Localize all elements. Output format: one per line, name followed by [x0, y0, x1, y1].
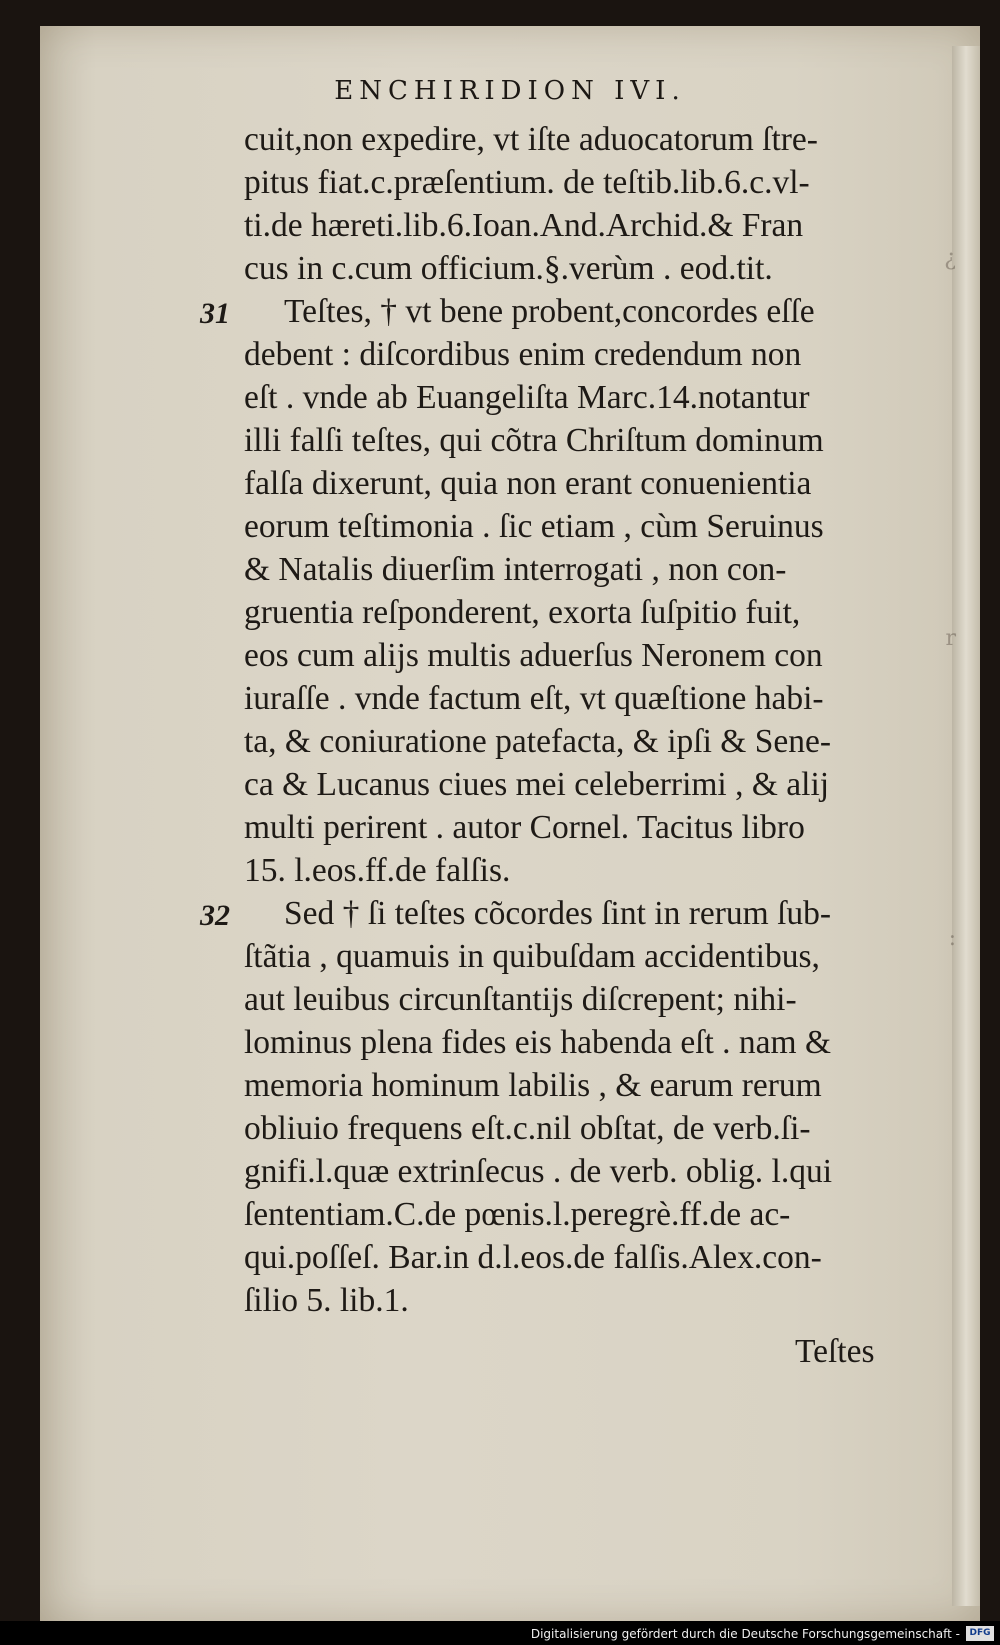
text-line [200, 1279, 960, 1322]
text-line [200, 290, 960, 333]
line-text: eorum teſtimonia . ſic etiam , cùm Seruinus [244, 508, 824, 545]
text-line [200, 1021, 960, 1064]
text-line [200, 505, 960, 548]
text-line [200, 462, 960, 505]
text-line [200, 118, 960, 161]
line-text: debent : diſcordibus enim credendum non [244, 336, 802, 373]
page-text [200, 118, 960, 1373]
footer-bar [0, 1621, 1000, 1645]
text-line [200, 1236, 960, 1279]
line-text: Teſtes, † vt bene probent,concordes eſſe [284, 293, 815, 330]
edge-mark: r [945, 626, 956, 651]
line-text: 15. l.eos.ff.de falſis. [244, 852, 511, 889]
line-text: pitus fiat.c.præſentium. de teſtib.lib.6.c.vl- [244, 164, 810, 201]
line-text: & Natalis diuerſim interrogati , non con- [244, 551, 787, 588]
marginal-number: 31 [200, 297, 230, 330]
text-line [200, 591, 960, 634]
text-line [200, 1150, 960, 1193]
text-line [200, 204, 960, 247]
text-line [200, 376, 960, 419]
catchword: Teſtes [795, 1333, 875, 1370]
text-line [200, 720, 960, 763]
line-text: ſententiam.C.de pœnis.l.peregrè.ff.de ac- [244, 1196, 791, 1233]
text-line [200, 247, 960, 290]
text-line [200, 333, 960, 376]
line-text: aut leuibus circunſtantijs diſcrepent; nihi- [244, 981, 797, 1018]
text-line [200, 1107, 960, 1150]
text-line [200, 806, 960, 849]
text-line [200, 677, 960, 720]
text-line [200, 1193, 960, 1236]
text-line [200, 978, 960, 1021]
text-line [200, 892, 960, 935]
line-text: lominus plena fides eis habenda eſt . nam & [244, 1024, 832, 1061]
text-line [200, 548, 960, 591]
line-text: Sed † ſi teſtes cõcordes ſint in rerum ſub- [284, 895, 832, 932]
funding-notice: Digitalisierung gefördert durch die Deutsche Forschungsgemeinschaft - [530, 1627, 960, 1641]
text-line [200, 634, 960, 677]
line-text: eſt . vnde ab Euangeliſta Marc.14.notantur [244, 379, 810, 416]
text-line [200, 419, 960, 462]
dfg-logo: DFG [966, 1626, 994, 1641]
running-head: ENCHIRIDION IVI. [334, 76, 686, 106]
line-text: ſilio 5. lib.1. [244, 1282, 409, 1319]
line-text: cus in c.cum officium.§.verùm . eod.tit. [244, 250, 773, 287]
line-text: cuit,non expedire, vt iſte aduocatorum ſtre- [244, 121, 818, 158]
marginal-number: 32 [200, 899, 230, 932]
line-text: ſtãtia , quamuis in quibuſdam accidentibus, [244, 938, 820, 975]
line-text: obliuio frequens eſt.c.nil obſtat, de verb.ſi- [244, 1110, 811, 1147]
text-line [200, 763, 960, 806]
edge-mark: ¿ [944, 246, 956, 271]
text-line [200, 849, 960, 892]
line-text: eos cum alijs multis aduerſus Neronem con [244, 637, 823, 674]
text-line [200, 161, 960, 204]
text-line [200, 1064, 960, 1107]
catchword-line [200, 1330, 960, 1373]
line-text: multi perirent . autor Cornel. Tacitus libro [244, 809, 805, 846]
line-text: memoria hominum labilis , & earum rerum [244, 1067, 822, 1104]
text-line [200, 935, 960, 978]
line-text: gruentia reſponderent, exorta ſuſpitio fuit, [244, 594, 801, 631]
line-text: illi falſi teſtes, qui cõtra Chriſtum dominum [244, 422, 824, 459]
line-text: ta, & coniuratione patefacta, & ipſi & Sene- [244, 723, 831, 760]
line-text: ca & Lucanus ciues mei celeberrimi , & alij [244, 766, 830, 803]
edge-mark: : [948, 926, 956, 951]
line-text: gnifi.l.quæ extrinſecus . de verb. oblig. l.qui [244, 1153, 833, 1190]
line-text: falſa dixerunt, quia non erant conuenientia [244, 465, 812, 502]
line-text: ti.de hæreti.lib.6.Ioan.And.Archid.& Fran [244, 207, 804, 244]
line-text: qui.poſſeſ. Bar.in d.l.eos.de falſis.Alex.con- [244, 1239, 822, 1276]
line-text: iuraſſe . vnde factum eſt, vt quæſtione habi- [244, 680, 824, 717]
